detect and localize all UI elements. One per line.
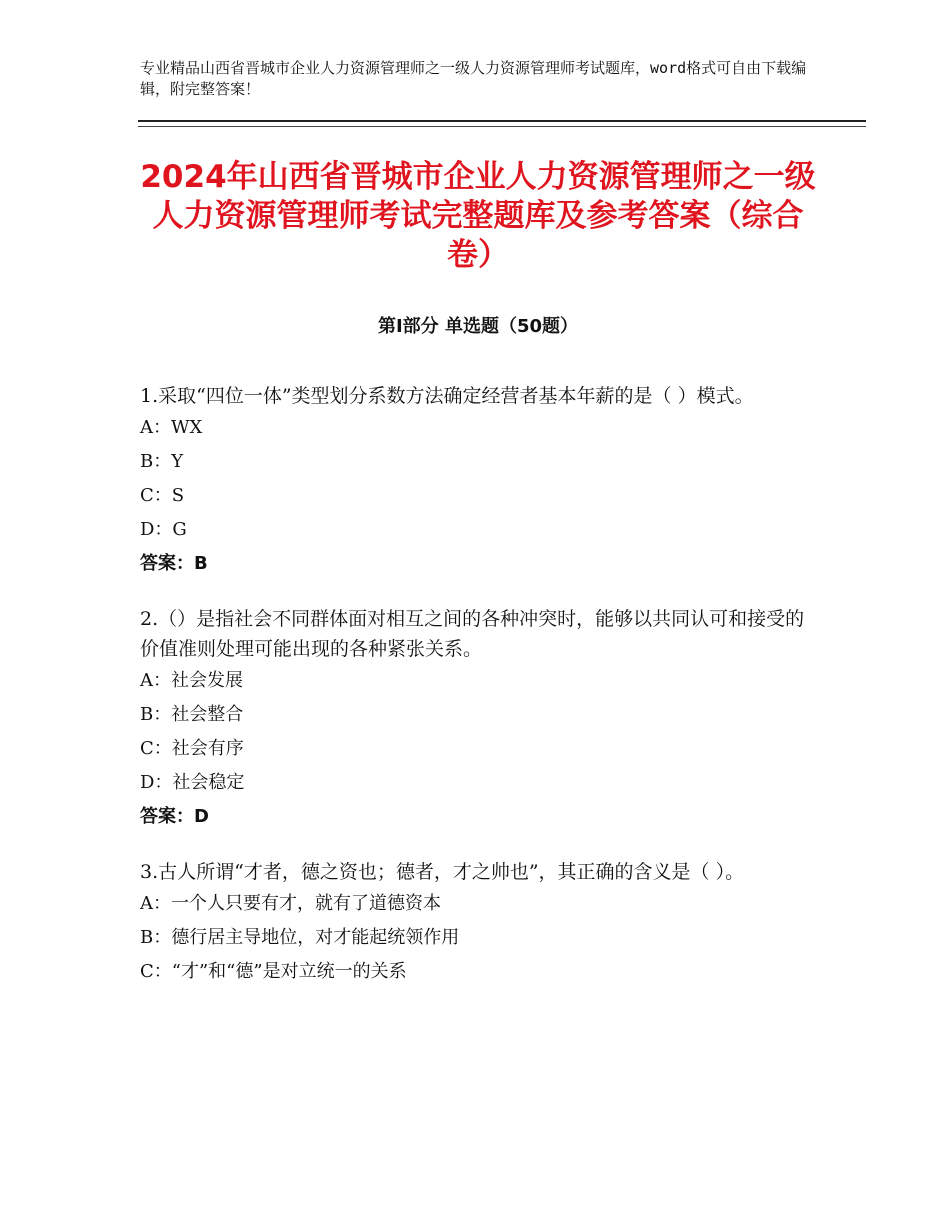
question-stem: 1.采取“四位一体”类型划分系数方法确定经营者基本年薪的是（ ）模式。 bbox=[140, 385, 754, 407]
answer-label: 答案：D bbox=[140, 806, 209, 827]
option-d: D：G bbox=[140, 519, 187, 540]
question-2 bbox=[140, 604, 820, 834]
option-a: A：社会发展 bbox=[140, 670, 243, 691]
option-b: B：社会整合 bbox=[140, 704, 244, 725]
option-a: A：WX bbox=[140, 417, 203, 438]
question-3 bbox=[140, 857, 820, 989]
question-list bbox=[140, 381, 820, 1012]
option-c: C：“才”和“德”是对立统一的关系 bbox=[140, 961, 407, 982]
option-a: A：一个人只要有才，就有了道德资本 bbox=[140, 893, 441, 914]
option-b: B：Y bbox=[140, 451, 184, 472]
header-note: 专业精品山西省晋城市企业人力资源管理师之一级人力资源管理师考试题库，word格式可自由下载编辑，附完整答案！ bbox=[140, 59, 807, 98]
answer-label: 答案：B bbox=[140, 553, 208, 574]
header-rule-thin bbox=[138, 126, 866, 127]
question-stem: 3.古人所谓“才者，德之资也；德者，才之帅也”，其正确的含义是（ ）。 bbox=[140, 861, 745, 883]
option-d: D：社会稳定 bbox=[140, 772, 245, 793]
header-rule-thick bbox=[138, 120, 866, 122]
question-stem: 2.（）是指社会不同群体面对相互之间的各种冲突时，能够以共同认可和接受的价值准则处理可能出现的各种紧张关系。 bbox=[140, 608, 805, 660]
section-title: 第Ⅰ部分 单选题（50题） bbox=[377, 316, 578, 337]
question-1 bbox=[140, 381, 820, 581]
option-c: C：S bbox=[140, 485, 185, 506]
document-title: 2024年山西省晋城市企业人力资源管理师之一级人力资源管理师考试完整题库及参考答案（综合卷） bbox=[140, 159, 816, 273]
option-b: B：德行居主导地位，对才能起统领作用 bbox=[140, 927, 460, 948]
option-c: C：社会有序 bbox=[140, 738, 244, 759]
